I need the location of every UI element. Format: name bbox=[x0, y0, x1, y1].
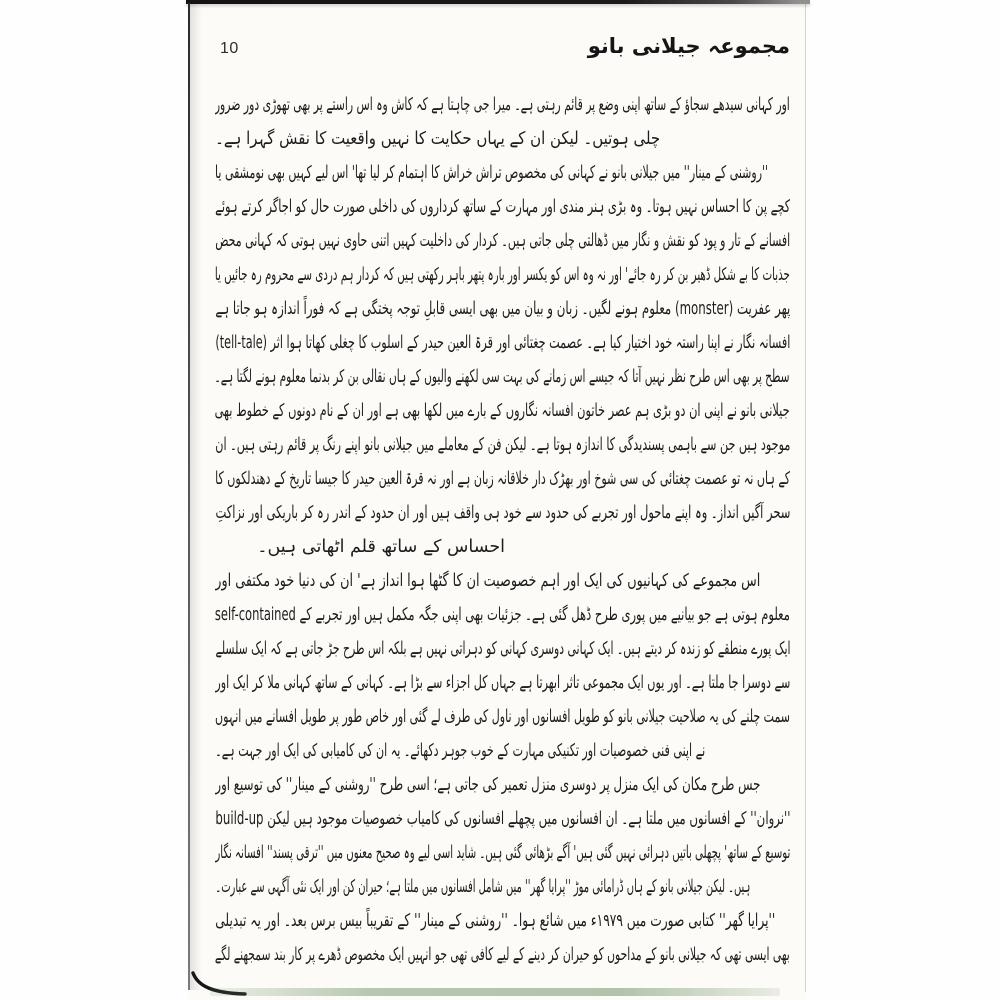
text-line: کے ہاں نہ تو عصمت چغتائی کی سی شوخ اور بھڑک دار خلاقانہ زبان ہے اور نہ قرۃ العین حیدر کا جیسا تاریخ کے دھندلکوں کا bbox=[215, 469, 790, 489]
page-number: 10 bbox=[220, 40, 239, 57]
text-line: ''روشنی کے مینار'' میں جیلانی بانو نے کہانی کی مخصوص تراش خراش کا اہتمام کر لیا تھا' اس لیے کہیں بھی نومشقی یا bbox=[215, 163, 768, 183]
text-line: جذبات کا بے شکل ڈھیر بن کر رہ جائے' اور نہ وہ اس کو یکسر اور بارہ پتھر باہر رکھتی ہیں کہ کردار ہم دردی سے محروم رہ جائیں یا bbox=[215, 265, 790, 285]
text-line: اس مجموعے کی کہانیوں کی ایک اور اہم خصوصیت ان کا گٹھا ہوا انداز ہے' ان کی دنیا خود مکتفی اور bbox=[215, 571, 760, 591]
text-line: سے دوسرا جا ملتا ہے۔ اور یوں ایک مجموعی تاثر ابھرتا ہے جہاں کل اجزاء سے بڑا ہے۔ کہانی کے ساتھ کہانی ملا کر ایک اور bbox=[215, 673, 790, 693]
text-line: چلی ہوتیں۔ لیکن ان کے یہاں حکایت کا نہیں واقعیت کا نقش گہرا ہے۔ bbox=[215, 129, 660, 149]
text-line: افسانے کے تار و پود کو نقش و نگار میں ڈھالتی چلی جاتی ہیں۔ کردار کی داخلیت کہیں اتنی حاوی نہیں ہوتی کہ کہانی محض bbox=[215, 231, 790, 251]
text-line: کچے پن کا احساس نہیں ہوتا۔ وہ بڑی ہنر مندی اور مہارت کے ساتھ کرداروں کی داخلی صورت حال کو اجاگر کرتے ہوئے bbox=[215, 197, 790, 217]
text-line: ''پرایا گھر'' کتابی صورت میں ۱۹۷۹ء میں شائع ہوا۔ ''روشنی کے مینار'' کے تقریباً بیس برس بعد۔ اور یہ تبدیلی bbox=[215, 911, 775, 931]
text-line: پھر عفریت (monster) معلوم ہونے لگیں۔ زبان و بیان میں بھی ایسی قابلِ توجہ پختگی ہے کہ فوراً اندازہ ہو جاتا ہے bbox=[215, 299, 790, 319]
text-line: جیلانی بانو نے اپنی ان دو بڑی ہم عصر خاتون افسانہ نگاروں کے بارے میں لکھا بھی ہے اور ان کے نام دونوں کے خطوط بھی bbox=[215, 401, 790, 421]
text-line: جس طرح مکان کی ایک منزل پر دوسری منزل تعمیر کی جاتی ہے؛ اسی طرح ''روشنی کے مینار'' کی توسیع اور bbox=[215, 775, 760, 795]
text-line: سمت چلنے کی یہ صلاحیت جیلانی بانو کو طویل افسانوں اور ناول کی طرف لے گئی اور خاص طور پر طویل افسانے میں انہوں bbox=[215, 707, 790, 727]
text-line: توسیع کے ساتھ' پچھلی باتیں دہرائی نہیں گئی ہیں' آگے بڑھائی گئی ہیں۔ شاید اسی لیے وہ صحیح معنوں میں ''ترقی پسند'' افسانہ نگار bbox=[215, 843, 790, 863]
text-line: نے اپنی فنی خصوصیات اور تکنیکی مہارت کے خوب جوہر دکھائے۔ یہ ان کی کامیابی کی ایک اور جہت ہے۔ bbox=[215, 741, 705, 761]
text-line: احساس کے ساتھ قلم اٹھاتی ہیں۔ bbox=[257, 537, 505, 557]
page-right-edge bbox=[805, 4, 806, 992]
text-line: ایک پورے منطقے کو زندہ کر دیتے ہیں۔ ایک کہانی دوسری کہانی کو دہراتی نہیں ہے بلکہ اس طرح جڑ جاتی ہے کہ ایک سلسلے bbox=[215, 639, 790, 659]
text-line: ہیں۔ لیکن جیلانی بانو کے ہاں ڈرامائی موڑ ''پرایا گھر'' میں شامل افسانوں میں ملتا ہے؛ حیران کن اور ایک نئی آگہی سے عبارت۔ bbox=[215, 877, 750, 897]
bottom-green-strip bbox=[210, 988, 780, 996]
header-title: مجموعہ جیلانی بانو bbox=[587, 34, 790, 58]
page-header bbox=[188, 34, 806, 58]
book-page bbox=[188, 0, 806, 1000]
text-line: سحر آگیں انداز۔ وہ اپنے ماحول اور تجربے کی حدود سے خود ہی واقف ہیں اور ان حدود کے اندر رہ کر باریکی اور نزاکتِ bbox=[215, 503, 790, 523]
text-line: افسانہ نگار نے اپنا راستہ خود اختیار کیا ہے۔ عصمت چغتائی اور قرۃ العین حیدر کے اسلوب کا چغلی کھاتا ہوا اثر (tell-tale) bbox=[215, 333, 790, 353]
text-line: ''نروان'' کے افسانوں میں ملتا ہے۔ ان افسانوں میں پچھلے افسانوں کی کامیاب خصوصیات موجود ہیں لیکن build-up bbox=[215, 809, 790, 829]
text-line: سطح پر بھی اس طرح نظر نہیں آتا کہ جیسے اس زمانے کی بہت سی لکھنے والیوں کے ہاں نقالی بن کر بدنما معلوم ہونے لگتا ہے۔ bbox=[215, 367, 790, 387]
text-line: بھی ایسی تھی کہ جیلانی بانو کے مداحوں کو حیران کر دینے کے لیے کافی تھی جو انہیں ایک مخصوص ڈھرے پر کار بند سمجھنے لگے bbox=[215, 945, 790, 965]
page-top-edge bbox=[186, 0, 810, 4]
text-line: موجود ہیں جن سے باہمی پسندیدگی کا اندازہ ہوتا ہے۔ لیکن فن کے معاملے میں جیلانی بانو اپنے رنگ پر قائم رہتی ہیں۔ ان bbox=[215, 435, 790, 455]
body-text-block bbox=[215, 88, 790, 982]
page-gutter-shadow bbox=[190, 3, 202, 990]
text-line: معلوم ہوتی ہے جو بیانیے میں پوری طرح ڈھل گئی ہے۔ جزئیات بھی اپنی جگہ مکمل ہیں اور تجربے کے self-contained bbox=[215, 605, 790, 625]
text-line: اور کہانی سیدھے سجاؤ کے ساتھ اپنی وضع پر قائم رہتی ہے۔ میرا جی چاہتا ہے کہ کاش وہ اس راستے پر بھی تھوڑی دور ضرور bbox=[215, 95, 790, 115]
